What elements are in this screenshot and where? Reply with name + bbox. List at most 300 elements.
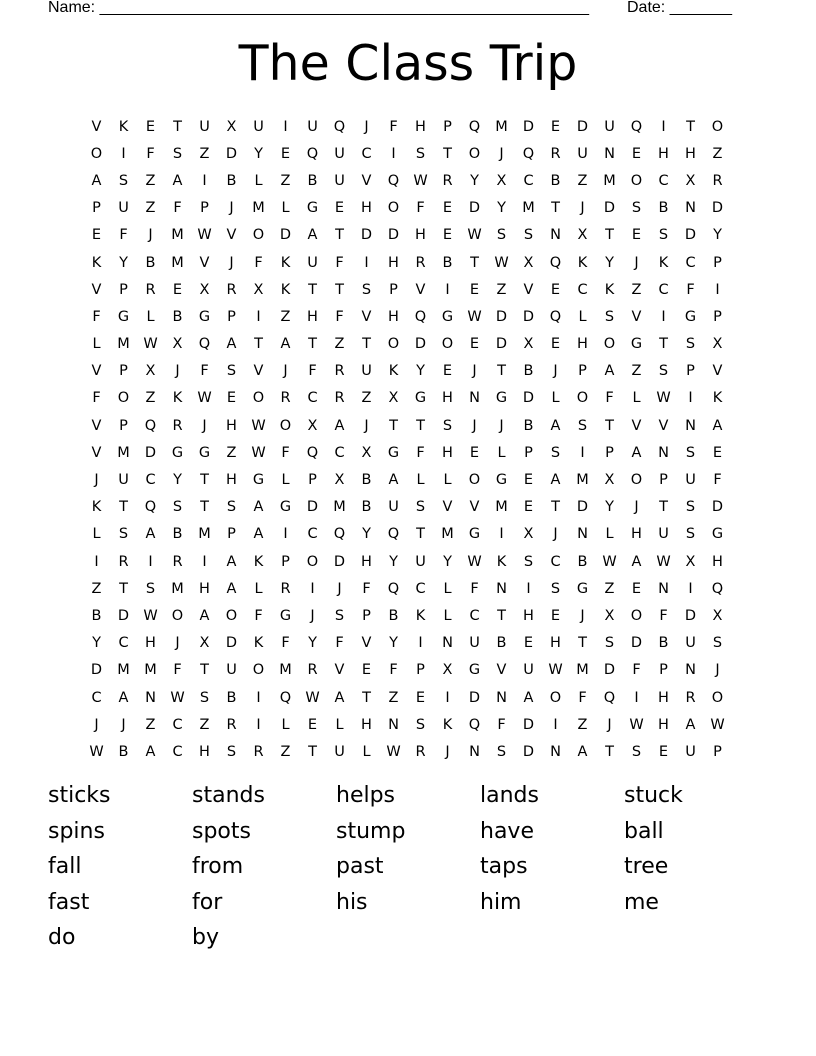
grid-letter[interactable]: M (576, 662, 589, 679)
grid-letter[interactable]: T (119, 580, 128, 597)
grid-letter[interactable]: T (551, 200, 560, 217)
grid-letter[interactable]: V (361, 635, 372, 652)
grid-letter[interactable]: Q (522, 145, 535, 162)
grid-letter[interactable]: Y (119, 254, 128, 271)
grid-letter[interactable]: P (227, 308, 236, 325)
grid-letter[interactable]: F (713, 472, 722, 489)
grid-letter[interactable]: Z (631, 281, 642, 298)
grid-letter[interactable]: W (143, 607, 158, 624)
grid-letter[interactable]: A (118, 689, 129, 706)
grid-letter[interactable]: H (550, 635, 561, 652)
grid-letter[interactable]: X (334, 472, 345, 489)
grid-letter[interactable]: H (658, 145, 669, 162)
grid-letter[interactable]: N (658, 580, 669, 597)
grid-letter[interactable]: D (711, 499, 724, 516)
grid-letter[interactable]: O (630, 172, 643, 189)
grid-letter[interactable]: G (387, 444, 400, 461)
grid-letter[interactable]: G (468, 662, 481, 679)
grid-letter[interactable]: S (577, 417, 588, 434)
grid-letter[interactable]: M (252, 200, 265, 217)
grid-letter[interactable]: P (713, 308, 722, 325)
grid-letter[interactable]: S (361, 281, 372, 298)
grid-letter[interactable]: S (172, 499, 183, 516)
grid-letter[interactable]: J (175, 363, 180, 380)
grid-letter[interactable]: K (280, 254, 291, 271)
grid-letter[interactable]: Z (145, 200, 156, 217)
grid-letter[interactable]: O (603, 336, 616, 353)
grid-letter[interactable]: B (172, 308, 183, 325)
grid-letter[interactable]: N (685, 200, 696, 217)
grid-letter[interactable]: P (659, 662, 668, 679)
grid-letter[interactable]: D (603, 662, 616, 679)
grid-letter[interactable]: B (145, 254, 156, 271)
grid-letter[interactable]: A (550, 417, 561, 434)
grid-letter[interactable]: K (253, 635, 264, 652)
grid-letter[interactable]: F (605, 390, 614, 407)
grid-letter[interactable]: F (308, 363, 317, 380)
grid-letter[interactable]: H (145, 635, 156, 652)
grid-letter[interactable]: S (604, 635, 615, 652)
grid-letter[interactable]: A (145, 743, 156, 760)
grid-letter[interactable]: E (631, 227, 642, 244)
grid-letter[interactable]: F (659, 607, 668, 624)
grid-letter[interactable]: S (496, 743, 507, 760)
grid-letter[interactable]: A (388, 472, 399, 489)
grid-letter[interactable]: A (253, 526, 264, 543)
grid-letter[interactable]: T (416, 417, 425, 434)
grid-letter[interactable]: H (577, 336, 588, 353)
grid-letter[interactable]: P (119, 281, 128, 298)
grid-letter[interactable]: K (577, 254, 588, 271)
grid-letter[interactable]: R (307, 662, 318, 679)
grid-letter[interactable]: L (443, 607, 452, 624)
grid-letter[interactable]: O (306, 553, 319, 570)
grid-letter[interactable]: F (254, 607, 263, 624)
grid-letter[interactable]: P (281, 553, 290, 570)
grid-letter[interactable]: R (712, 172, 723, 189)
grid-letter[interactable]: W (89, 743, 104, 760)
grid-letter[interactable]: R (280, 390, 291, 407)
grid-letter[interactable]: H (361, 716, 372, 733)
grid-letter[interactable]: B (442, 254, 453, 271)
grid-letter[interactable]: P (713, 743, 722, 760)
grid-letter[interactable]: F (146, 145, 155, 162)
grid-letter[interactable]: X (307, 417, 318, 434)
grid-letter[interactable]: I (661, 308, 666, 325)
grid-letter[interactable]: Y (605, 254, 614, 271)
grid-letter[interactable]: M (495, 499, 508, 516)
grid-letter[interactable]: K (604, 281, 615, 298)
grid-letter[interactable]: D (711, 200, 724, 217)
grid-letter[interactable]: G (171, 444, 184, 461)
grid-letter[interactable]: N (145, 689, 156, 706)
grid-letter[interactable]: E (550, 607, 561, 624)
grid-letter[interactable]: A (280, 336, 291, 353)
grid-letter[interactable]: H (712, 553, 723, 570)
grid-letter[interactable]: Z (388, 689, 399, 706)
grid-letter[interactable]: F (281, 444, 290, 461)
grid-letter[interactable]: W (710, 716, 725, 733)
grid-letter[interactable]: Z (496, 281, 507, 298)
grid-letter[interactable]: A (145, 526, 156, 543)
grid-letter[interactable]: I (283, 118, 288, 135)
grid-letter[interactable]: V (712, 363, 723, 380)
grid-letter[interactable]: J (472, 363, 477, 380)
grid-letter[interactable]: L (92, 336, 101, 353)
grid-letter[interactable]: W (656, 553, 671, 570)
grid-letter[interactable]: D (684, 607, 697, 624)
grid-letter[interactable]: Y (254, 145, 263, 162)
grid-letter[interactable]: Q (144, 499, 157, 516)
grid-letter[interactable]: Q (144, 417, 157, 434)
grid-letter[interactable]: B (577, 553, 588, 570)
grid-letter[interactable]: P (389, 281, 398, 298)
grid-letter[interactable]: S (685, 526, 696, 543)
grid-letter[interactable]: E (226, 390, 237, 407)
grid-letter[interactable]: S (145, 580, 156, 597)
grid-letter[interactable]: P (308, 472, 317, 489)
grid-letter[interactable]: D (468, 689, 481, 706)
grid-letter[interactable]: J (364, 417, 369, 434)
grid-letter[interactable]: I (202, 553, 207, 570)
grid-letter[interactable]: S (631, 200, 642, 217)
grid-letter[interactable]: I (202, 172, 207, 189)
grid-letter[interactable]: K (172, 390, 183, 407)
grid-letter[interactable]: X (199, 281, 210, 298)
grid-letter[interactable]: F (335, 308, 344, 325)
grid-letter[interactable]: L (92, 526, 101, 543)
grid-letter[interactable]: R (415, 254, 426, 271)
grid-letter[interactable]: H (442, 390, 453, 407)
grid-letter[interactable]: H (658, 689, 669, 706)
grid-letter[interactable]: I (688, 390, 693, 407)
grid-letter[interactable]: I (256, 716, 261, 733)
grid-letter[interactable]: E (523, 635, 534, 652)
grid-letter[interactable]: E (523, 472, 534, 489)
grid-letter[interactable]: T (605, 743, 614, 760)
grid-letter[interactable]: C (550, 553, 561, 570)
grid-letter[interactable]: T (173, 118, 182, 135)
grid-letter[interactable]: S (442, 417, 453, 434)
grid-letter[interactable]: M (117, 662, 130, 679)
grid-letter[interactable]: M (171, 580, 184, 597)
grid-letter[interactable]: G (711, 526, 724, 543)
grid-letter[interactable]: Z (145, 172, 156, 189)
grid-letter[interactable]: Q (333, 526, 346, 543)
grid-letter[interactable]: F (119, 227, 128, 244)
grid-letter[interactable]: Q (711, 580, 724, 597)
grid-letter[interactable]: C (361, 145, 372, 162)
grid-letter[interactable]: H (685, 145, 696, 162)
grid-letter[interactable]: N (577, 526, 588, 543)
grid-letter[interactable]: Z (361, 390, 372, 407)
grid-letter[interactable]: T (335, 227, 344, 244)
grid-letter[interactable]: X (523, 526, 534, 543)
grid-letter[interactable]: L (281, 200, 290, 217)
grid-letter[interactable]: B (550, 172, 561, 189)
grid-letter[interactable]: A (604, 363, 615, 380)
grid-letter[interactable]: Y (416, 363, 425, 380)
grid-letter[interactable]: K (91, 254, 102, 271)
grid-letter[interactable]: T (686, 118, 695, 135)
grid-letter[interactable]: L (497, 444, 506, 461)
grid-letter[interactable]: J (94, 472, 99, 489)
grid-letter[interactable]: I (121, 145, 126, 162)
grid-letter[interactable]: S (685, 336, 696, 353)
grid-letter[interactable]: S (415, 499, 426, 516)
grid-letter[interactable]: Q (549, 254, 562, 271)
grid-letter[interactable]: E (712, 444, 723, 461)
grid-letter[interactable]: F (254, 254, 263, 271)
grid-letter[interactable]: H (388, 308, 399, 325)
grid-letter[interactable]: V (631, 417, 642, 434)
grid-letter[interactable]: B (91, 607, 102, 624)
grid-letter[interactable]: L (281, 472, 290, 489)
grid-letter[interactable]: J (175, 635, 180, 652)
grid-letter[interactable]: O (252, 227, 265, 244)
grid-letter[interactable]: Q (306, 444, 319, 461)
grid-letter[interactable]: A (712, 417, 723, 434)
grid-letter[interactable]: V (226, 227, 237, 244)
grid-letter[interactable]: T (389, 417, 398, 434)
grid-letter[interactable]: V (253, 363, 264, 380)
grid-letter[interactable]: Y (713, 227, 722, 244)
grid-letter[interactable]: Z (145, 390, 156, 407)
grid-letter[interactable]: T (416, 526, 425, 543)
grid-letter[interactable]: A (523, 689, 534, 706)
grid-letter[interactable]: X (388, 390, 399, 407)
grid-letter[interactable]: O (252, 390, 265, 407)
grid-letter[interactable]: Z (577, 172, 588, 189)
grid-letter[interactable]: G (279, 607, 292, 624)
grid-letter[interactable]: L (335, 716, 344, 733)
grid-letter[interactable]: D (576, 499, 589, 516)
grid-letter[interactable]: U (361, 363, 372, 380)
grid-letter[interactable]: L (551, 390, 560, 407)
grid-letter[interactable]: S (631, 743, 642, 760)
grid-letter[interactable]: S (604, 308, 615, 325)
grid-letter[interactable]: W (656, 390, 671, 407)
grid-letter[interactable]: D (387, 227, 400, 244)
grid-letter[interactable]: C (145, 472, 156, 489)
grid-letter[interactable]: K (442, 716, 453, 733)
grid-letter[interactable]: P (119, 417, 128, 434)
grid-letter[interactable]: T (308, 281, 317, 298)
grid-letter[interactable]: D (306, 499, 319, 516)
grid-letter[interactable]: T (578, 635, 587, 652)
grid-letter[interactable]: R (442, 172, 453, 189)
grid-letter[interactable]: H (415, 118, 426, 135)
grid-letter[interactable]: H (523, 607, 534, 624)
grid-letter[interactable]: J (553, 363, 558, 380)
grid-letter[interactable]: F (362, 580, 371, 597)
grid-letter[interactable]: P (659, 472, 668, 489)
grid-letter[interactable]: I (553, 716, 558, 733)
grid-letter[interactable]: E (550, 118, 561, 135)
grid-letter[interactable]: W (467, 553, 482, 570)
grid-letter[interactable]: E (469, 281, 480, 298)
grid-letter[interactable]: D (522, 390, 535, 407)
grid-letter[interactable]: G (414, 390, 427, 407)
grid-letter[interactable]: E (442, 227, 453, 244)
grid-letter[interactable]: T (335, 281, 344, 298)
grid-letter[interactable]: T (200, 662, 209, 679)
grid-letter[interactable]: G (306, 200, 319, 217)
grid-letter[interactable]: W (386, 743, 401, 760)
grid-letter[interactable]: I (661, 118, 666, 135)
grid-letter[interactable]: X (442, 662, 453, 679)
grid-letter[interactable]: Y (389, 553, 398, 570)
grid-letter[interactable]: E (658, 743, 669, 760)
grid-letter[interactable]: T (119, 499, 128, 516)
grid-letter[interactable]: J (445, 743, 450, 760)
grid-letter[interactable]: B (361, 472, 372, 489)
grid-letter[interactable]: D (225, 635, 238, 652)
grid-letter[interactable]: D (90, 662, 103, 679)
grid-letter[interactable]: M (441, 526, 454, 543)
grid-letter[interactable]: H (226, 417, 237, 434)
grid-letter[interactable]: H (226, 472, 237, 489)
grid-letter[interactable]: D (522, 308, 535, 325)
grid-letter[interactable]: E (550, 281, 561, 298)
grid-letter[interactable]: D (630, 635, 643, 652)
grid-letter[interactable]: Y (308, 635, 317, 652)
grid-letter[interactable]: U (199, 118, 210, 135)
grid-letter[interactable]: F (335, 254, 344, 271)
grid-letter[interactable]: G (198, 308, 211, 325)
grid-letter[interactable]: N (550, 227, 561, 244)
word-search-grid[interactable] (83, 113, 731, 766)
grid-letter[interactable]: Z (199, 145, 210, 162)
grid-letter[interactable]: A (631, 444, 642, 461)
grid-letter[interactable]: F (470, 580, 479, 597)
grid-letter[interactable]: V (658, 417, 669, 434)
grid-letter[interactable]: N (604, 145, 615, 162)
grid-letter[interactable]: S (199, 689, 210, 706)
grid-letter[interactable]: Q (549, 308, 562, 325)
grid-letter[interactable]: A (253, 499, 264, 516)
grid-letter[interactable]: Z (145, 716, 156, 733)
grid-letter[interactable]: S (550, 580, 561, 597)
grid-letter[interactable]: H (361, 200, 372, 217)
grid-letter[interactable]: O (252, 662, 265, 679)
grid-letter[interactable]: D (684, 227, 697, 244)
grid-letter[interactable]: O (549, 689, 562, 706)
grid-letter[interactable]: R (280, 580, 291, 597)
grid-letter[interactable]: Q (468, 716, 481, 733)
grid-letter[interactable]: A (334, 689, 345, 706)
grid-letter[interactable]: O (387, 200, 400, 217)
grid-letter[interactable]: P (227, 526, 236, 543)
grid-letter[interactable]: Q (387, 526, 400, 543)
grid-letter[interactable]: T (200, 472, 209, 489)
grid-letter[interactable]: P (443, 118, 452, 135)
grid-letter[interactable]: I (499, 526, 504, 543)
grid-letter[interactable]: I (688, 580, 693, 597)
grid-letter[interactable]: Z (280, 743, 291, 760)
grid-letter[interactable]: T (200, 499, 209, 516)
grid-letter[interactable]: C (658, 281, 669, 298)
grid-letter[interactable]: J (472, 417, 477, 434)
grid-letter[interactable]: S (334, 607, 345, 624)
grid-letter[interactable]: J (121, 716, 126, 733)
grid-letter[interactable]: A (226, 580, 237, 597)
grid-letter[interactable]: U (118, 472, 129, 489)
grid-letter[interactable]: P (686, 363, 695, 380)
grid-letter[interactable]: I (418, 635, 423, 652)
grid-letter[interactable]: Y (605, 499, 614, 516)
grid-letter[interactable]: F (389, 118, 398, 135)
grid-letter[interactable]: F (632, 662, 641, 679)
grid-letter[interactable]: D (495, 336, 508, 353)
grid-letter[interactable]: J (337, 580, 342, 597)
grid-letter[interactable]: E (442, 200, 453, 217)
grid-letter[interactable]: D (522, 743, 535, 760)
grid-letter[interactable]: U (307, 118, 318, 135)
grid-letter[interactable]: L (254, 580, 263, 597)
grid-letter[interactable]: W (197, 227, 212, 244)
grid-letter[interactable]: O (90, 145, 103, 162)
grid-letter[interactable]: V (199, 254, 210, 271)
grid-letter[interactable]: O (630, 472, 643, 489)
grid-letter[interactable]: N (550, 743, 561, 760)
grid-letter[interactable]: Z (199, 716, 210, 733)
grid-letter[interactable]: S (658, 227, 669, 244)
grid-letter[interactable]: F (389, 662, 398, 679)
grid-letter[interactable]: L (443, 580, 452, 597)
grid-letter[interactable]: B (496, 635, 507, 652)
grid-letter[interactable]: Z (91, 580, 102, 597)
grid-letter[interactable]: L (443, 472, 452, 489)
grid-letter[interactable]: H (307, 308, 318, 325)
grid-letter[interactable]: W (251, 444, 266, 461)
grid-letter[interactable]: H (388, 254, 399, 271)
grid-letter[interactable]: Q (198, 336, 211, 353)
grid-letter[interactable]: N (685, 417, 696, 434)
grid-letter[interactable]: L (281, 716, 290, 733)
grid-letter[interactable]: H (415, 227, 426, 244)
grid-letter[interactable]: K (253, 553, 264, 570)
grid-letter[interactable]: K (712, 390, 723, 407)
grid-letter[interactable]: E (631, 145, 642, 162)
grid-letter[interactable]: A (577, 743, 588, 760)
grid-letter[interactable]: R (685, 689, 696, 706)
grid-letter[interactable]: C (685, 254, 696, 271)
grid-letter[interactable]: Z (631, 363, 642, 380)
grid-letter[interactable]: S (658, 363, 669, 380)
grid-letter[interactable]: E (523, 499, 534, 516)
grid-letter[interactable]: W (629, 716, 644, 733)
grid-letter[interactable]: G (630, 336, 643, 353)
grid-letter[interactable]: G (684, 308, 697, 325)
grid-letter[interactable]: D (603, 200, 616, 217)
grid-letter[interactable]: V (469, 499, 480, 516)
grid-letter[interactable]: H (631, 526, 642, 543)
grid-letter[interactable]: E (172, 281, 183, 298)
grid-letter[interactable]: F (173, 200, 182, 217)
grid-letter[interactable]: N (469, 390, 480, 407)
grid-letter[interactable]: U (334, 145, 345, 162)
grid-letter[interactable]: T (362, 689, 371, 706)
grid-letter[interactable]: X (172, 336, 183, 353)
grid-letter[interactable]: A (199, 607, 210, 624)
grid-letter[interactable]: V (496, 662, 507, 679)
grid-letter[interactable]: D (522, 716, 535, 733)
grid-letter[interactable]: T (659, 499, 668, 516)
grid-letter[interactable]: M (198, 526, 211, 543)
grid-letter[interactable]: A (334, 417, 345, 434)
grid-letter[interactable]: R (226, 281, 237, 298)
